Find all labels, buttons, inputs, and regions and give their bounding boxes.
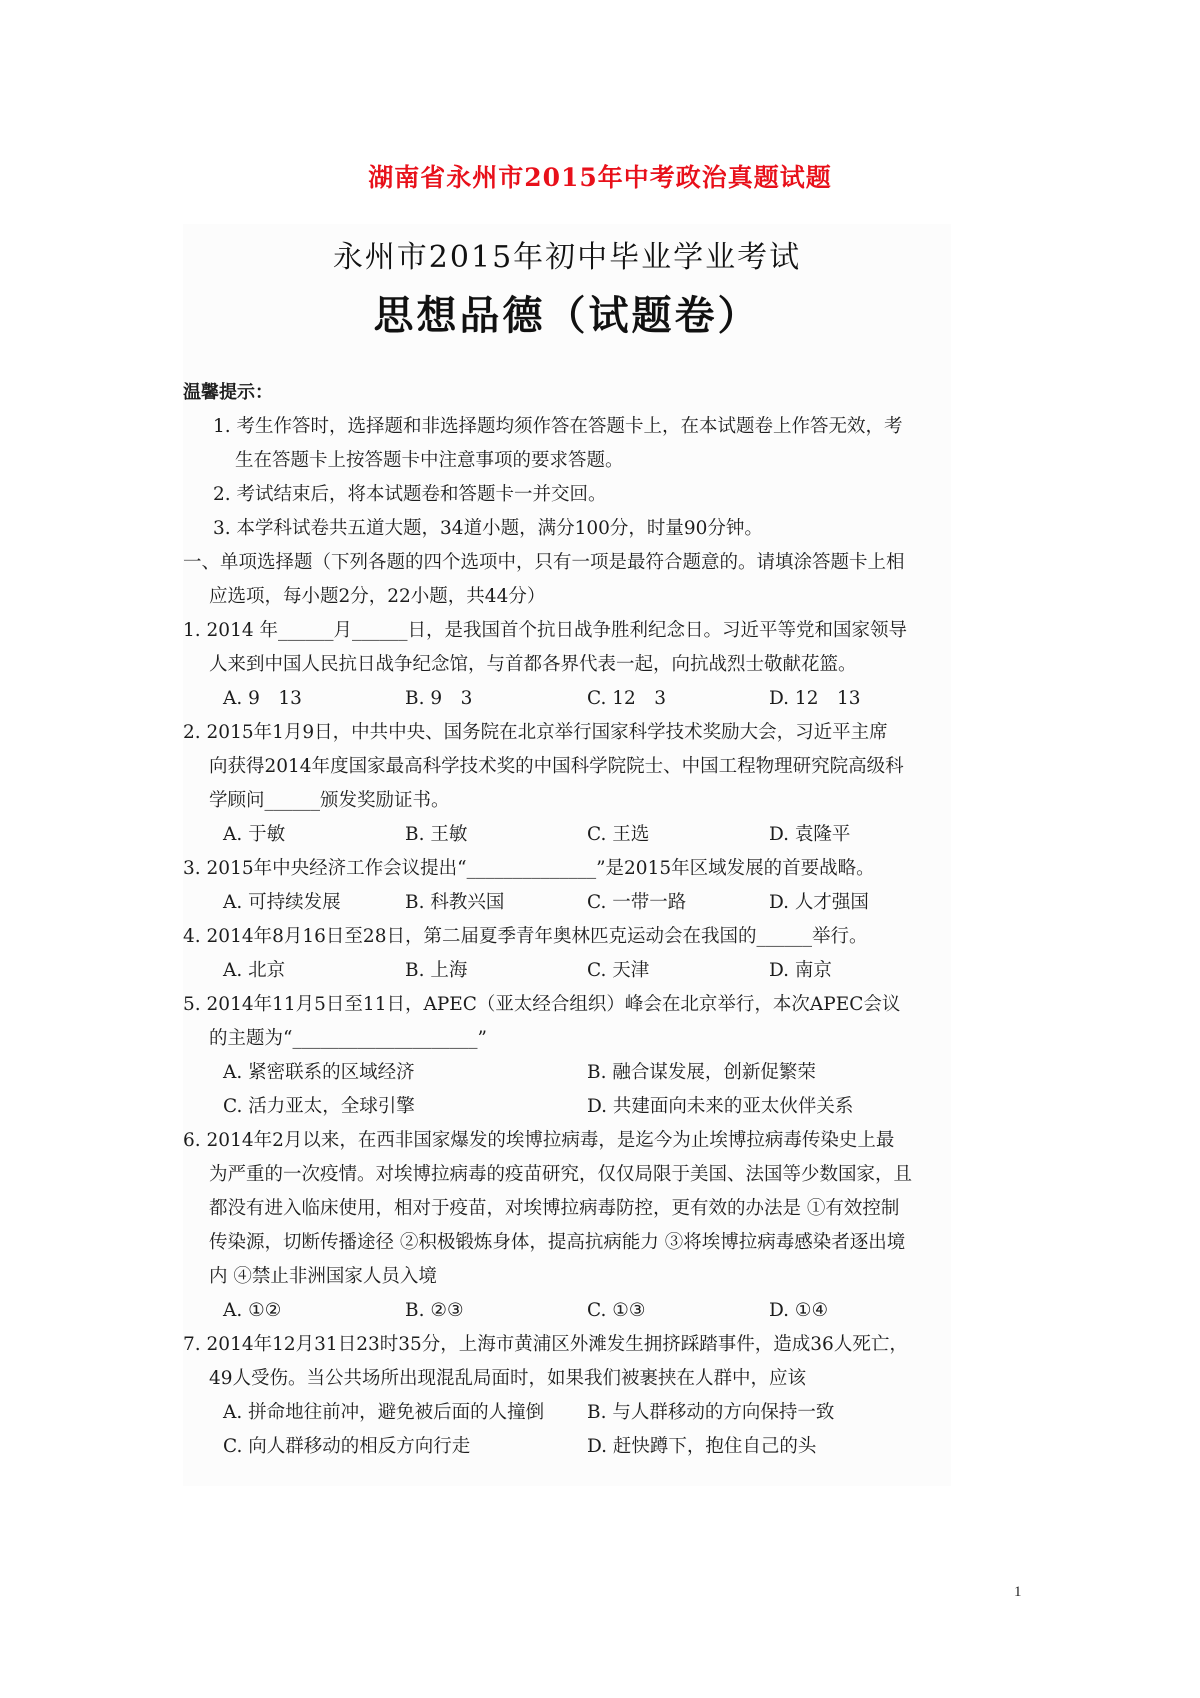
- option: D. 共建面向未来的亚太伙伴关系: [587, 1096, 854, 1117]
- question-text: 向获得2014年度国家最高科学技术奖的中国科学院院士、中国工程物理研究院高级科: [209, 756, 904, 777]
- option: D. 南京: [769, 960, 832, 981]
- question-options: [183, 682, 951, 716]
- question-text: 为严重的一次疫情。对埃博拉病毒的疫苗研究，仅仅局限于美国、法国等少数国家，且: [209, 1164, 913, 1185]
- option: B. 融合谋发展，创新促繁荣: [587, 1062, 816, 1083]
- scanned-exam-image: [183, 224, 951, 1486]
- notice-heading: 温馨提示：: [183, 382, 273, 403]
- option: D. 袁隆平: [769, 824, 851, 845]
- question-text: 都没有进入临床使用，相对于疫苗，对埃博拉病毒防控，更有效的办法是 ①有效控制: [209, 1198, 900, 1219]
- question-text: 传染源，切断传播途径 ②积极锻炼身体，提高抗病能力 ③将埃博拉病毒感染者逐出境: [209, 1232, 906, 1253]
- question-text: 学顾问______颁发奖励证书。: [209, 790, 450, 811]
- notice-line: 2. 考试结束后，将本试题卷和答题卡一并交回。: [213, 484, 607, 505]
- question-options: [183, 818, 951, 852]
- option: B. 与人群移动的方向保持一致: [587, 1402, 835, 1423]
- exam-heading: 永州市2015年初中毕业学业考试: [332, 240, 802, 275]
- notice-line: 3. 本学科试卷共五道大题，34道小题，满分100分，时量90分钟。: [213, 518, 763, 539]
- question-options: [183, 1294, 951, 1328]
- option: C. 向人群移动的相反方向行走: [223, 1436, 471, 1457]
- option: C. 活力亚太，全球引擎: [223, 1096, 415, 1117]
- question-options: [183, 886, 951, 920]
- option: A. 拼命地往前冲，避免被后面的人撞倒: [223, 1402, 545, 1423]
- option: B. 上海: [405, 960, 468, 981]
- question-text: 6. 2014年2月以来，在西非国家爆发的埃博拉病毒，是迄今为止埃博拉病毒传染史上最: [183, 1130, 895, 1151]
- option: C. 王选: [587, 824, 650, 845]
- question-text: 49人受伤。当公共场所出现混乱局面时，如果我们被裹挟在人群中，应该: [209, 1368, 807, 1389]
- option: A. 可持续发展: [223, 892, 341, 913]
- question-options: [183, 954, 951, 988]
- exam-subheading: 思想品德（试题卷）: [373, 293, 761, 339]
- question-options: [183, 1396, 951, 1430]
- option: C. 12 3: [587, 688, 667, 709]
- notice-line: 1. 考生作答时，选择题和非选择题均须作答在答题卡上，在本试题卷上作答无效，考: [213, 416, 903, 437]
- option: A. 9 13: [223, 688, 302, 709]
- option: C. 天津: [587, 960, 650, 981]
- option: A. 紧密联系的区域经济: [223, 1062, 415, 1083]
- section-heading-cont: 应选项，每小题2分，22小题，共44分）: [209, 586, 546, 607]
- question-options: [183, 1056, 951, 1090]
- option: B. 9 3: [405, 688, 473, 709]
- option: D. 赶快蹲下，抱住自己的头: [587, 1436, 817, 1457]
- question-text: 7. 2014年12月31日23时35分，上海市黄浦区外滩发生拥挤踩踏事件，造成36人死亡，: [183, 1334, 908, 1355]
- exam-body: [183, 376, 951, 1464]
- question-options: [183, 1430, 951, 1464]
- question-text: 的主题为“____________________”: [209, 1028, 487, 1049]
- question-text: 4. 2014年8月16日至28日，第二届夏季青年奥林匹克运动会在我国的______举行。: [183, 926, 868, 947]
- option: C. 一带一路: [587, 892, 687, 913]
- question-options: [183, 1090, 951, 1124]
- question-text: 3. 2015年中央经济工作会议提出“______________”是2015年区域发展的首要战略。: [183, 858, 875, 879]
- option: A. 于敏: [223, 824, 286, 845]
- document-title: 湖南省永州市2015年中考政治真题试题: [368, 163, 832, 192]
- question-text: 人来到中国人民抗日战争纪念馆，与首都各界代表一起，向抗战烈士敬献花篮。: [209, 654, 857, 675]
- option: D. ①④: [769, 1300, 829, 1321]
- option: B. 科教兴国: [405, 892, 505, 913]
- page-number: 1: [1014, 1584, 1022, 1600]
- option: D. 12 13: [769, 688, 861, 709]
- option: A. ①②: [223, 1300, 282, 1321]
- option: C. ①③: [587, 1300, 646, 1321]
- question-text: 1. 2014 年______月______日，是我国首个抗日战争胜利纪念日。习近平等党和国家领导: [183, 620, 907, 641]
- option: B. 王敏: [405, 824, 468, 845]
- option: A. 北京: [223, 960, 286, 981]
- question-text: 5. 2014年11月5日至11日，APEC（亚太经合组织）峰会在北京举行，本次APEC会议: [183, 994, 901, 1015]
- option: D. 人才强国: [769, 892, 869, 913]
- notice-line: 生在答题卡上按答题卡中注意事项的要求答题。: [235, 450, 624, 471]
- option: B. ②③: [405, 1300, 464, 1321]
- section-heading: 一、单项选择题（下列各题的四个选项中，只有一项是最符合题意的。请填涂答题卡上相: [183, 552, 905, 573]
- question-text: 内 ④禁止非洲国家人员入境: [209, 1266, 437, 1287]
- question-text: 2. 2015年1月9日，中共中央、国务院在北京举行国家科学技术奖励大会，习近平主席: [183, 722, 888, 743]
